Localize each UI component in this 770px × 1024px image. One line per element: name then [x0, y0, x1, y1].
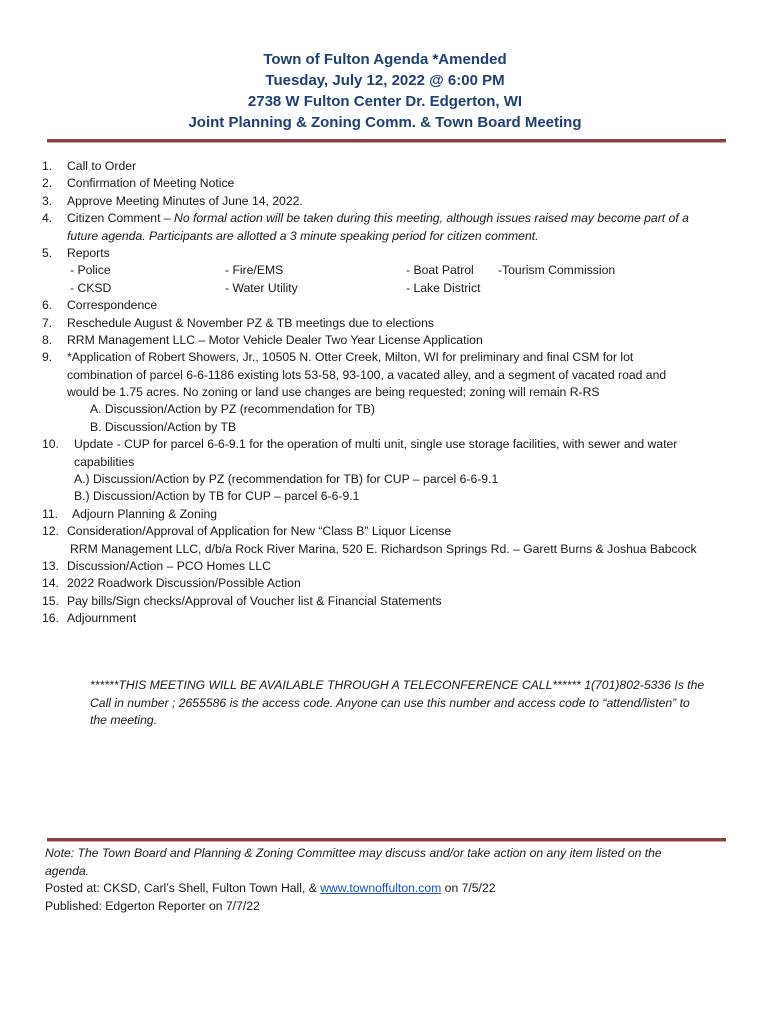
agenda-item-1 — [42, 158, 732, 175]
posted-suffix: on 7/5/22 — [441, 881, 496, 896]
item-text: Adjournment — [67, 611, 137, 626]
item-number: 15. — [42, 593, 59, 608]
item-number: 1. — [42, 159, 53, 173]
reports-row-2 — [42, 280, 732, 297]
report-police: - Police — [70, 263, 111, 278]
item-number: 13. — [42, 558, 59, 573]
item-text: Approve Meeting Minutes of June 14, 2022. — [67, 193, 303, 208]
report-fire-ems: - Fire/EMS — [225, 263, 284, 278]
item-number: 2. — [42, 176, 53, 191]
report-lake-district: - Lake District — [406, 280, 481, 295]
item-text: RRM Management LLC – Motor Vehicle Dealer Two Year License Application — [67, 332, 483, 347]
item-text: Consideration/Approval of Application for New “Class B” Liquor License — [67, 524, 452, 539]
report-boat-patrol: - Boat Patrol — [406, 263, 474, 278]
agenda-item-12 — [42, 523, 732, 540]
agenda-item-4 — [42, 210, 732, 227]
item-text: 2022 Roadwork Discussion/Possible Action — [67, 576, 301, 591]
agenda-item-12-cont — [42, 541, 732, 558]
item-text: Adjourn Planning & Zoning — [72, 506, 217, 521]
agenda-item-16 — [42, 610, 732, 627]
item-text-cont: capabilities — [74, 454, 135, 469]
agenda-item-15 — [42, 593, 732, 610]
item-text: Reports — [67, 245, 110, 260]
agenda-list — [42, 158, 732, 628]
header-meeting: Joint Planning & Zoning Comm. & Town Board Meeting — [188, 114, 582, 131]
report-cksd: - CKSD — [70, 280, 112, 295]
item-note-cont: future agenda. Participants are allotted a 3 minute speaking period for citizen comment. — [67, 228, 539, 243]
agenda-item-10-sub-b — [42, 488, 732, 505]
teleconference-line: ******THIS MEETING WILL BE AVAILABLE THROUGH A TELECONFERENCE CALL****** 1(701)802-5336 Is the — [90, 678, 705, 692]
item-text: Call to Order — [67, 159, 137, 173]
agenda-item-2 — [42, 175, 732, 192]
item-text: *Application of Robert Showers, Jr., 10505 N. Otter Creek, Milton, WI for preliminary and final CSM for lot — [67, 350, 634, 365]
item-number: 10. — [42, 437, 59, 452]
item-number: 8. — [42, 332, 53, 347]
sub-item: A.) Discussion/Action by PZ (recommendation for TB) for CUP – parcel 6-6-9.1 — [74, 472, 499, 487]
item-number: 14. — [42, 576, 59, 591]
footer-divider — [47, 838, 726, 842]
teleconference-line: the meeting. — [90, 713, 158, 728]
teleconference-line: Call in number ; 2655586 is the access code. Anyone can use this number and access code to “attend/listen” to — [90, 695, 690, 710]
agenda-item-9-sub-b — [42, 419, 732, 436]
agenda-item-10 — [42, 436, 732, 453]
agenda-item-7 — [42, 315, 732, 332]
agenda-item-9-sub-a — [42, 401, 732, 418]
footer-note: Note: The Town Board and Planning & Zoning Committee may discuss and/or take action on any item listed on the — [45, 846, 662, 860]
header-title: Town of Fulton Agenda *Amended — [263, 51, 507, 68]
agenda-item-6 — [42, 297, 732, 314]
item-number: 6. — [42, 298, 53, 313]
item-text: Correspondence — [67, 298, 158, 313]
agenda-item-13 — [42, 558, 732, 575]
item-number: 9. — [42, 350, 53, 365]
item-text: Confirmation of Meeting Notice — [67, 176, 235, 191]
item-note: No formal action will be taken during this meeting, although issues raised may become part of a — [174, 211, 689, 226]
footer — [45, 845, 735, 915]
sub-item: B. Discussion/Action by TB — [90, 419, 237, 434]
item-text-cont: combination of parcel 6-6-1186 existing lots 53-58, 93-100, a vacated alley, and a segment of vacated road and — [67, 367, 667, 382]
agenda-item-8 — [42, 332, 732, 349]
item-text: Pay bills/Sign checks/Approval of Voucher list & Financial Statements — [67, 593, 442, 608]
item-text: Update - CUP for parcel 6-6-9.1 for the operation of multi unit, single use storage facilities, with sewer and water — [74, 437, 678, 452]
agenda-item-9 — [42, 349, 732, 366]
item-number: 7. — [42, 315, 53, 330]
header-date: Tuesday, July 12, 2022 @ 6:00 PM — [265, 72, 505, 89]
teleconference-notice — [90, 677, 730, 730]
agenda-item-4-cont — [42, 228, 732, 245]
agenda-item-10-cont — [42, 454, 732, 471]
agenda-item-9-cont — [42, 367, 732, 384]
report-water-utility: - Water Utility — [225, 280, 298, 295]
published-line: Published: Edgerton Reporter on 7/7/22 — [45, 898, 260, 913]
posted-prefix: Posted at: CKSD, Carl’s Shell, Fulton Town Hall, & — [45, 881, 321, 896]
footer-note-cont: agenda. — [45, 863, 90, 878]
agenda-item-3 — [42, 193, 732, 210]
item-label: Citizen Comment – — [67, 211, 175, 226]
item-number: 11. — [42, 506, 59, 521]
town-website-link[interactable]: www.townoffulton.com — [320, 881, 442, 896]
reports-row-1 — [42, 262, 732, 279]
item-number: 12. — [42, 524, 59, 539]
item-number: 16. — [42, 611, 59, 626]
item-number: 3. — [42, 193, 53, 208]
item-number: 4. — [42, 211, 53, 226]
item-text: Discussion/Action – PCO Homes LLC — [67, 558, 271, 573]
report-tourism: -Tourism Commission — [498, 263, 616, 278]
agenda-item-10-sub-a — [42, 471, 732, 488]
agenda-item-9-cont — [42, 384, 732, 401]
agenda-item-5 — [42, 245, 732, 262]
item-text-cont: would be 1.75 acres. No zoning or land use changes are being requested; zoning will remain R-RS — [67, 385, 600, 400]
agenda-item-14 — [42, 575, 732, 592]
item-text: Reschedule August & November PZ & TB meetings due to elections — [67, 315, 434, 330]
header-address: 2738 W Fulton Center Dr. Edgerton, WI — [247, 93, 523, 110]
sub-item: B.) Discussion/Action by TB for CUP – parcel 6-6-9.1 — [74, 489, 360, 504]
agenda-item-11 — [42, 506, 732, 523]
agenda-header — [0, 49, 770, 133]
item-text-cont: RRM Management LLC, d/b/a Rock River Marina, 520 E. Richardson Springs Rd. – Garett Burns & Joshua Babcock — [70, 541, 697, 556]
posted-line — [45, 880, 735, 898]
sub-item: A. Discussion/Action by PZ (recommendation for TB) — [90, 402, 375, 417]
header-divider — [47, 139, 726, 143]
item-number: 5. — [42, 245, 53, 260]
